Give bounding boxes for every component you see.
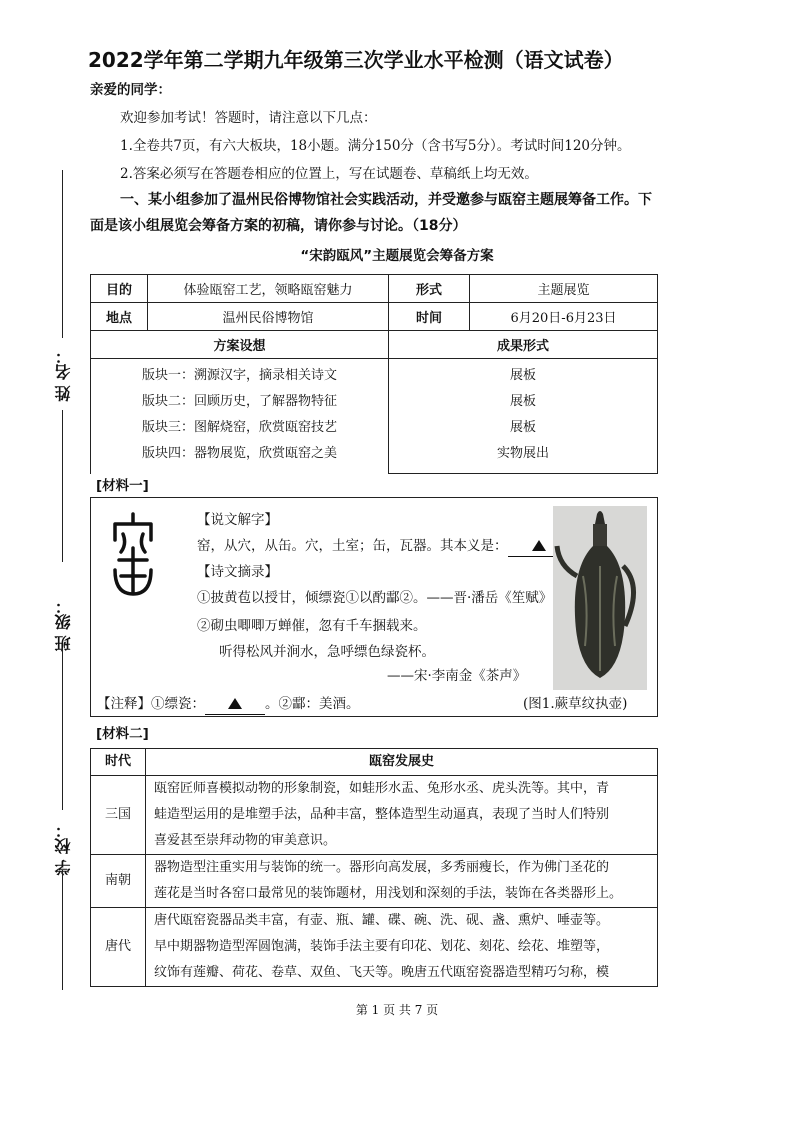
form-value: 主题展览 — [470, 275, 658, 303]
poem-source: ——宋·李南金《茶声》 — [387, 668, 527, 684]
era-header: 时代 — [91, 749, 146, 776]
idea-list — [91, 359, 389, 474]
material-1-box — [90, 497, 658, 717]
poem-heading: 【诗文摘录】 — [197, 564, 278, 580]
page-footer: 第 1 页 共 7 页 — [355, 1003, 439, 1017]
history-line: 蛙造型运用的是堆塑手法，品种丰富，整体造型生动逼真，表现了当时人们特别 — [154, 807, 610, 822]
idea-item: 版块四：器物展览，欣赏瓯窑之美 — [141, 446, 337, 461]
table-row — [91, 855, 658, 908]
class-label: 班 级： — [54, 598, 73, 652]
history-table — [90, 748, 658, 987]
name-label: 姓 名： — [54, 348, 73, 402]
history-header: 瓯窑发展史 — [146, 749, 658, 776]
note-2: 2.答案必须写在答题卷相应的位置上，写在试题卷、草稿纸上均无效。 — [120, 166, 538, 182]
history-line: 早中期器物造型浑圆饱满，装饰手法主要有印花、划花、刻花、绘花、堆塑等， — [154, 939, 610, 954]
table-row — [91, 776, 658, 855]
era-cell: 三国 — [91, 776, 146, 855]
plan-title: “宋韵瓯风”主题展览会筹备方案 — [300, 248, 494, 264]
result-header: 成果形式 — [389, 331, 658, 359]
idea-item: 版块三：图解烧窑，欣赏瓯窑技艺 — [141, 420, 337, 435]
idea-item: 版块二：回顾历史，了解器物特征 — [141, 394, 337, 409]
note-line — [97, 694, 360, 715]
result-item: 展板 — [509, 368, 536, 383]
shuowen-line — [197, 536, 583, 557]
triangle-icon — [532, 540, 546, 551]
poem-line-3: 听得松风并涧水，急呼缥色绿瓷杯。 — [219, 644, 435, 660]
history-line: 唐代瓯窑瓷器品类丰富，有壶、瓶、罐、碟、碗、洗、砚、盏、熏炉、唾壶等。 — [154, 913, 610, 928]
history-line: 瓯窑匠师喜模拟动物的形象制瓷，如蛙形水盂、兔形水丞、虎头洗等。其中，青 — [154, 781, 610, 796]
page-title: 2022学年第二学期九年级第三次学业水平检测（语文试卷） — [88, 48, 624, 72]
history-cell — [146, 855, 658, 908]
result-item: 实物展出 — [496, 446, 549, 461]
answer-blank-2 — [205, 694, 265, 715]
result-item: 展板 — [509, 420, 536, 435]
place-value: 温州民俗博物馆 — [148, 303, 389, 331]
intro-text: 欢迎参加考试！答题时，请注意以下几点： — [120, 110, 377, 126]
shuowen-heading: 【说文解字】 — [197, 512, 278, 528]
form-label: 形式 — [389, 275, 470, 303]
time-label: 时间 — [389, 303, 470, 331]
school-label: 学 校： — [54, 822, 73, 876]
note-tail: 。②酃：美酒。 — [265, 696, 360, 712]
note-head: 【注释】①缥瓷： — [97, 696, 205, 712]
poem-line-1: ①披黄苞以授甘，倾缥瓷①以酌酃②。——晋·潘岳《笙赋》 — [197, 590, 553, 606]
time-value: 6月20日-6月23日 — [470, 303, 658, 331]
history-line: 喜爱甚至崇拜动物的审美意识。 — [154, 833, 337, 848]
poem-line-2: ②砌虫唧唧万蝉催，忽有千车捆载来。 — [197, 618, 427, 634]
history-cell — [146, 776, 658, 855]
shuowen-text: 窑，从穴，从缶。穴，土室；缶，瓦器。其本义是： — [197, 538, 508, 554]
material-1-label: [材料一] — [96, 478, 149, 494]
triangle-icon — [228, 698, 242, 709]
figure-caption: (图1.蕨草纹执壶) — [523, 696, 628, 712]
question-1-line-1: 一、某小组参加了温州民俗博物馆社会实践活动，并受邀参与瓯窑主题展筹备工作。下 — [120, 192, 652, 208]
plan-table — [90, 274, 658, 474]
seal-script-character-icon — [107, 510, 159, 600]
history-line: 莲花是当时各窑口最常见的装饰题材，用浅划和深刻的手法，装饰在各类器形上。 — [154, 886, 623, 901]
era-cell: 唐代 — [91, 908, 146, 987]
era-cell: 南朝 — [91, 855, 146, 908]
result-item: 展板 — [509, 394, 536, 409]
place-label: 地点 — [91, 303, 148, 331]
table-row — [91, 908, 658, 987]
purpose-value: 体验瓯窑工艺，领略瓯窑魅力 — [148, 275, 389, 303]
history-line: 器物造型注重实用与装饰的统一。器形向高发展，多秀丽瘦长，作为佛门圣花的 — [154, 860, 610, 875]
purpose-label: 目的 — [91, 275, 148, 303]
material-2-label: [材料二] — [96, 726, 149, 742]
result-list — [389, 359, 658, 474]
idea-item: 版块一：溯源汉字，摘录相关诗文 — [141, 368, 337, 383]
question-1-line-2: 面是该小组展览会筹备方案的初稿，请你参与讨论。（18分） — [90, 218, 467, 234]
history-line: 纹饰有莲瓣、荷花、卷草、双鱼、飞天等。晚唐五代瓯窑瓷器造型精巧匀称，模 — [154, 965, 610, 980]
idea-header: 方案设想 — [91, 331, 389, 359]
history-cell — [146, 908, 658, 987]
ewer-photo — [553, 506, 647, 690]
greeting: 亲爱的同学： — [90, 82, 171, 98]
note-1: 1.全卷共7页，有六大板块，18小题。满分150分（含书写5分）。考试时间120分钟。 — [120, 138, 631, 154]
